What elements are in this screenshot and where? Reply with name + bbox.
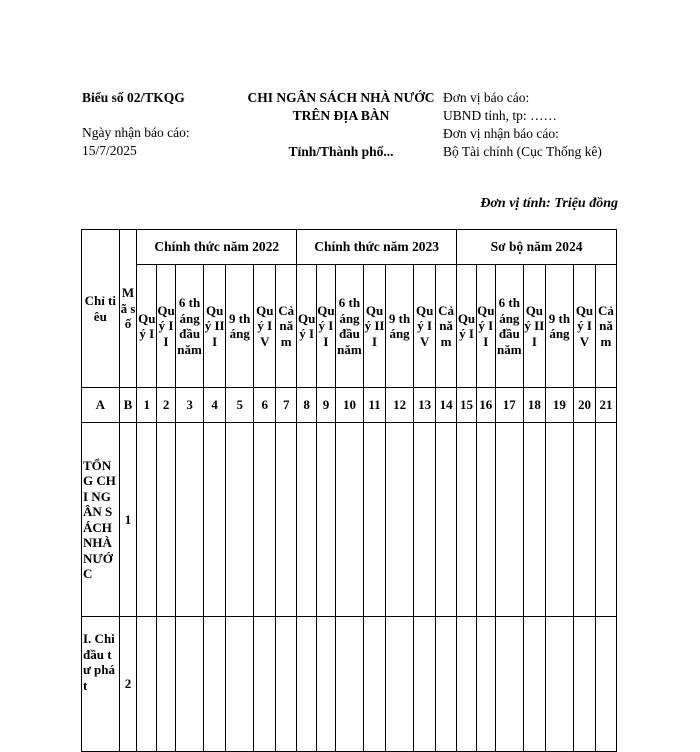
column-index-cell: 15 [457,388,477,423]
subcol-header: Quý IV [414,265,436,388]
data-cell[interactable] [276,617,297,752]
subcol-header: Quý I [297,265,317,388]
column-index-row [82,388,617,423]
data-cell[interactable] [574,423,596,617]
reporting-info [443,89,613,161]
data-cell[interactable] [545,423,573,617]
column-index-cell: 9 [317,388,336,423]
data-cell[interactable] [297,617,317,752]
subcol-header: Quý III [204,265,226,388]
reporting-unit-value: UBND tỉnh, tp: …… [443,108,558,123]
form-code: Biểu số 02/TKQG [82,90,185,105]
column-index-cell: 7 [276,388,297,423]
subcol-header: Cả năm [595,265,616,388]
data-cell[interactable] [476,617,495,752]
subcol-header: Cả năm [276,265,297,388]
data-cell[interactable] [523,617,545,752]
data-cell[interactable] [157,617,176,752]
data-cell[interactable] [297,423,317,617]
subcol-header: Quý IV [254,265,276,388]
group-header-2022: Chính thức năm 2022 [137,230,297,265]
table-row [82,617,617,752]
col-header-code: Mã số [119,230,137,388]
data-cell[interactable] [385,617,413,752]
data-cell[interactable] [254,617,276,752]
column-index-cell: 5 [226,388,254,423]
data-cell[interactable] [364,423,386,617]
subcol-header: 9 tháng [385,265,413,388]
row-code-total: 1 [119,423,137,617]
data-cell[interactable] [226,423,254,617]
data-cell[interactable] [335,423,363,617]
unit-note: Đơn vị tính: Triệu đồng [480,196,618,211]
received-date-label: Ngày nhận báo cáo: [82,125,190,140]
column-index-cell: 11 [364,388,386,423]
subcol-header: Quý I [137,265,157,388]
column-index-cell: 16 [476,388,495,423]
data-cell[interactable] [385,423,413,617]
subcol-header: Quý II [157,265,176,388]
column-index-cell: 13 [414,388,436,423]
data-cell[interactable] [276,423,297,617]
data-cell[interactable] [436,423,457,617]
data-cell[interactable] [204,423,226,617]
column-index-cell: B [119,388,137,423]
subcol-header: Cả năm [436,265,457,388]
data-cell[interactable] [204,617,226,752]
column-index-cell: 21 [595,388,616,423]
reporting-unit-label: Đơn vị báo cáo: [443,90,530,105]
subcol-header: Quý II [476,265,495,388]
data-cell[interactable] [335,617,363,752]
data-cell[interactable] [317,423,336,617]
subcol-header: Quý III [364,265,386,388]
data-cell[interactable] [175,617,203,752]
subcolumn-header-row [82,265,617,388]
data-cell[interactable] [175,423,203,617]
column-index-cell: 2 [157,388,176,423]
column-index-cell: 12 [385,388,413,423]
column-index-cell: 10 [335,388,363,423]
data-cell[interactable] [457,423,477,617]
receiving-unit-value: Bộ Tài chính (Cục Thống kê) [443,144,602,159]
row-code-investment: 2 [119,617,137,752]
row-label-investment: I. Chi đầu tư phát [82,617,120,752]
subcol-header: 6 tháng đầu năm [495,265,523,388]
group-header-2023: Chính thức năm 2023 [297,230,457,265]
table-row [82,423,617,617]
data-cell[interactable] [523,423,545,617]
group-header-2024: Sơ bộ năm 2024 [457,230,617,265]
column-index-cell: 6 [254,388,276,423]
budget-report-table [81,229,617,752]
subcol-header: Quý III [523,265,545,388]
data-cell[interactable] [574,617,596,752]
data-cell[interactable] [157,423,176,617]
col-header-indicator: Chỉ tiêu [82,230,120,388]
column-index-cell: 20 [574,388,596,423]
report-title-line1: CHI NGÂN SÁCH NHÀ NƯỚC [247,90,435,105]
column-index-cell: 4 [204,388,226,423]
column-index-cell: 8 [297,388,317,423]
data-cell[interactable] [254,423,276,617]
column-index-cell: 1 [137,388,157,423]
data-cell[interactable] [414,423,436,617]
subcol-header: Quý I [457,265,477,388]
report-title-line2: TRÊN ĐỊA BÀN [292,108,390,123]
receiving-unit-label: Đơn vị nhận báo cáo: [443,126,559,141]
data-cell[interactable] [414,617,436,752]
data-cell[interactable] [137,423,157,617]
data-cell[interactable] [364,617,386,752]
data-cell[interactable] [595,617,616,752]
subcol-header: 9 tháng [545,265,573,388]
data-cell[interactable] [495,617,523,752]
received-date: 15/7/2025 [82,143,137,158]
data-cell[interactable] [137,617,157,752]
subcol-header: Quý IV [574,265,596,388]
row-label-total: TỔNG CHI NGÂN SÁCH NHÀ NƯỚC [82,423,120,617]
subcol-header: 6 tháng đầu năm [175,265,203,388]
column-index-cell: 18 [523,388,545,423]
data-cell[interactable] [317,617,336,752]
data-cell[interactable] [457,617,477,752]
province-label: Tỉnh/Thành phố... [288,144,394,159]
column-index-cell: 17 [495,388,523,423]
data-cell[interactable] [226,617,254,752]
subcol-header: Quý II [317,265,336,388]
data-cell[interactable] [545,617,573,752]
data-cell[interactable] [495,423,523,617]
data-cell[interactable] [476,423,495,617]
column-index-cell: 3 [175,388,203,423]
column-index-cell: 14 [436,388,457,423]
data-cell[interactable] [595,423,616,617]
data-cell[interactable] [436,617,457,752]
subcol-header: 6 tháng đầu năm [335,265,363,388]
column-index-cell: A [82,388,120,423]
subcol-header: 9 tháng [226,265,254,388]
column-index-cell: 19 [545,388,573,423]
